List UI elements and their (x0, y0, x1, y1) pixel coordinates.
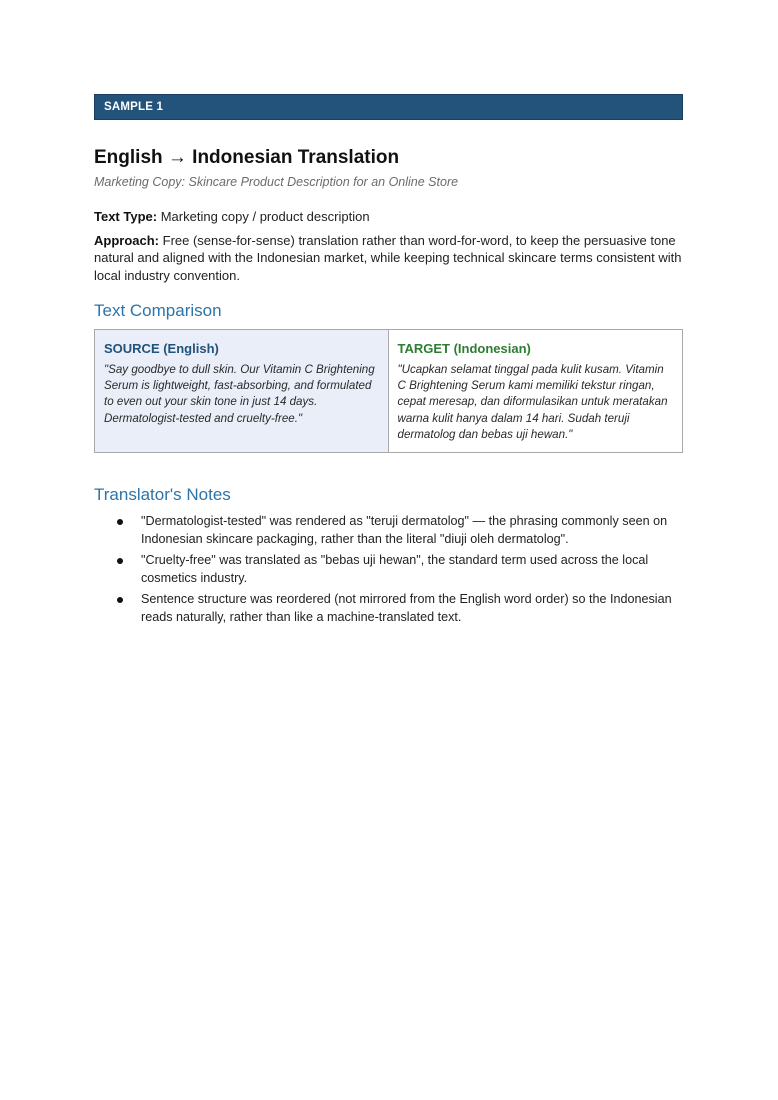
target-text: "Ucapkan selamat tinggal pada kulit kusam. Vitamin C Brightening Serum kami memiliki tekstur ringan, cepat meresap, dan diformulasikan untuk meratakan warna kulit hanya dalam 14 hari. Sudah teruji dermatolog dan bebas uji hewan." (397, 363, 668, 441)
source-column (95, 330, 389, 452)
approach-label: Approach: (94, 232, 159, 248)
source-text: "Say goodbye to dull skin. Our Vitamin C Brightening Serum is lightweight, fast-absorbing, and formulated to even out your skin tone in just 14 days. Dermatologist-tested and cruelty-free." (104, 363, 375, 425)
text-type-label: Text Type: (94, 209, 158, 224)
approach-field (94, 232, 683, 285)
sample-banner (94, 94, 683, 120)
bullet-icon (117, 519, 123, 525)
approach-value: Free (sense-for-sense) translation rather than word-for-word, to keep the persuasive tone natural and aligned with the Indonesian market, while keeping technical skincare terms consistent with local industry convention. (94, 232, 682, 283)
text-comparison-heading: Text Comparison (94, 301, 222, 320)
notes-list (94, 513, 683, 626)
document-subtitle: Marketing Copy: Skincare Product Description for an Online Store (94, 175, 459, 189)
translators-notes-heading: Translator's Notes (94, 485, 231, 504)
bullet-icon (117, 597, 123, 603)
text-type-field (94, 208, 683, 226)
document-title: English → Indonesian Translation (94, 147, 400, 168)
note-text: Sentence structure was reordered (not mirrored from the English word order) so the Indonesian reads naturally, rather than like a machine-translated text. (141, 592, 672, 624)
note-text: "Dermatologist-tested" was rendered as "teruji dermatolog" — the phrasing commonly seen on Indonesian skincare packaging, rather than the literal "diuji oleh dermatolog". (141, 514, 668, 546)
comparison-table (94, 329, 683, 453)
note-item (94, 552, 683, 587)
sample-label: SAMPLE 1 (104, 101, 164, 113)
note-text: "Cruelty-free" was translated as "bebas uji hewan", the standard term used across the local cosmetics industry. (141, 553, 649, 585)
target-header: TARGET (Indonesian) (397, 341, 531, 356)
source-header: SOURCE (English) (104, 341, 219, 356)
document-page (94, 94, 683, 630)
bullet-icon (117, 558, 123, 564)
target-column (389, 330, 683, 452)
text-type-value: Marketing copy / product description (160, 209, 370, 224)
note-item (94, 513, 683, 548)
note-item (94, 591, 683, 626)
